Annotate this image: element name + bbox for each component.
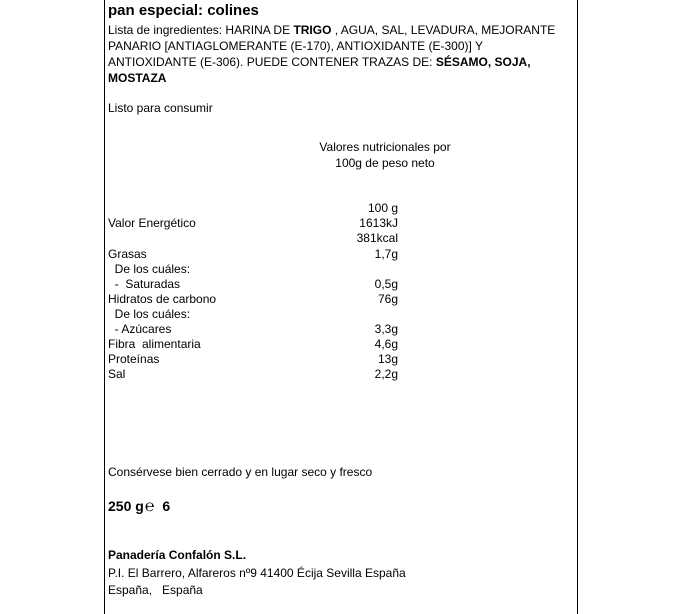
nutrient-value: 4,6g (374, 337, 398, 351)
ingredients-list (108, 22, 568, 86)
nutrient-name: Grasas (108, 247, 147, 261)
nutrient-value: 3,3g (374, 322, 398, 336)
storage-instructions: Consérvese bien cerrado y en lugar seco y fresco (108, 465, 373, 479)
company-address: P.I. El Barrero, Alfareros nº9 41400 Écija Sevilla España (108, 566, 406, 580)
nutrient-value: 2,2g (374, 367, 398, 381)
nutrition-row (108, 230, 398, 246)
nutrition-row (108, 215, 398, 231)
company-name: Panadería Confalón S.L. (108, 548, 247, 562)
ingredients-middle: , AGUA, SAL, LEVADURA, MEJORANTE PANARIO [ANTIAGLOMERANTE (E-170), ANTIOXIDANTE (E-300)] Y ANTIOXIDANTE (E-306). PUEDE CONTENER TRAZAS DE: (108, 23, 556, 69)
traces-allergens: SÉSAMO, SOJA, MOSTAZA (108, 55, 531, 85)
nutrition-row (108, 306, 398, 322)
nutrient-name: - Azúcares (108, 322, 172, 336)
nutrient-name: Valor Energético (108, 216, 196, 230)
company-country: España, España (108, 583, 203, 597)
nutrient-name: De los cuáles: (108, 307, 191, 321)
ingredient-allergen: TRIGO (293, 23, 332, 37)
net-weight: 250 g (108, 498, 144, 514)
nutrient-value: 381kcal (356, 231, 398, 245)
nutrient-value: 76g (377, 292, 398, 306)
nutrient-value: 1,7g (374, 247, 398, 261)
nutrient-name: De los cuáles: (108, 262, 191, 276)
nutrition-row (108, 336, 398, 352)
nutrition-row (108, 246, 398, 262)
nutrition-row (108, 351, 398, 367)
nutrition-row (108, 276, 398, 292)
usage-note: Listo para consumir (108, 101, 213, 115)
nutrient-name: Proteínas (108, 352, 160, 366)
nutrient-name: Sal (108, 367, 126, 381)
unit-count: 6 (162, 498, 171, 514)
nutrition-header-line1: Valores nutricionales por (319, 140, 451, 154)
product-name: pan especial: colines (108, 2, 259, 19)
nutrition-row (108, 291, 398, 307)
nutrition-column-header (108, 200, 398, 216)
ingredients-prefix: Lista de ingredientes: HARINA DE (108, 23, 294, 37)
nutrient-value: 1613kJ (359, 216, 398, 230)
net-weight-line (108, 497, 170, 516)
estimated-sign-icon: ℮ (144, 498, 155, 515)
nutrition-row (108, 261, 398, 277)
nutrition-row (108, 321, 398, 337)
nutrition-row (108, 366, 398, 382)
nutrient-name: Fibra alimentaria (108, 337, 201, 351)
nutrition-header-line2: 100g de peso neto (335, 156, 435, 170)
nutrient-value: 13g (377, 352, 398, 366)
column-header-label: 100 g (367, 201, 398, 215)
nutrient-name: Hidratos de carbono (108, 292, 217, 306)
nutrient-name: - Saturadas (108, 277, 181, 291)
nutrient-value: 0,5g (374, 277, 398, 291)
